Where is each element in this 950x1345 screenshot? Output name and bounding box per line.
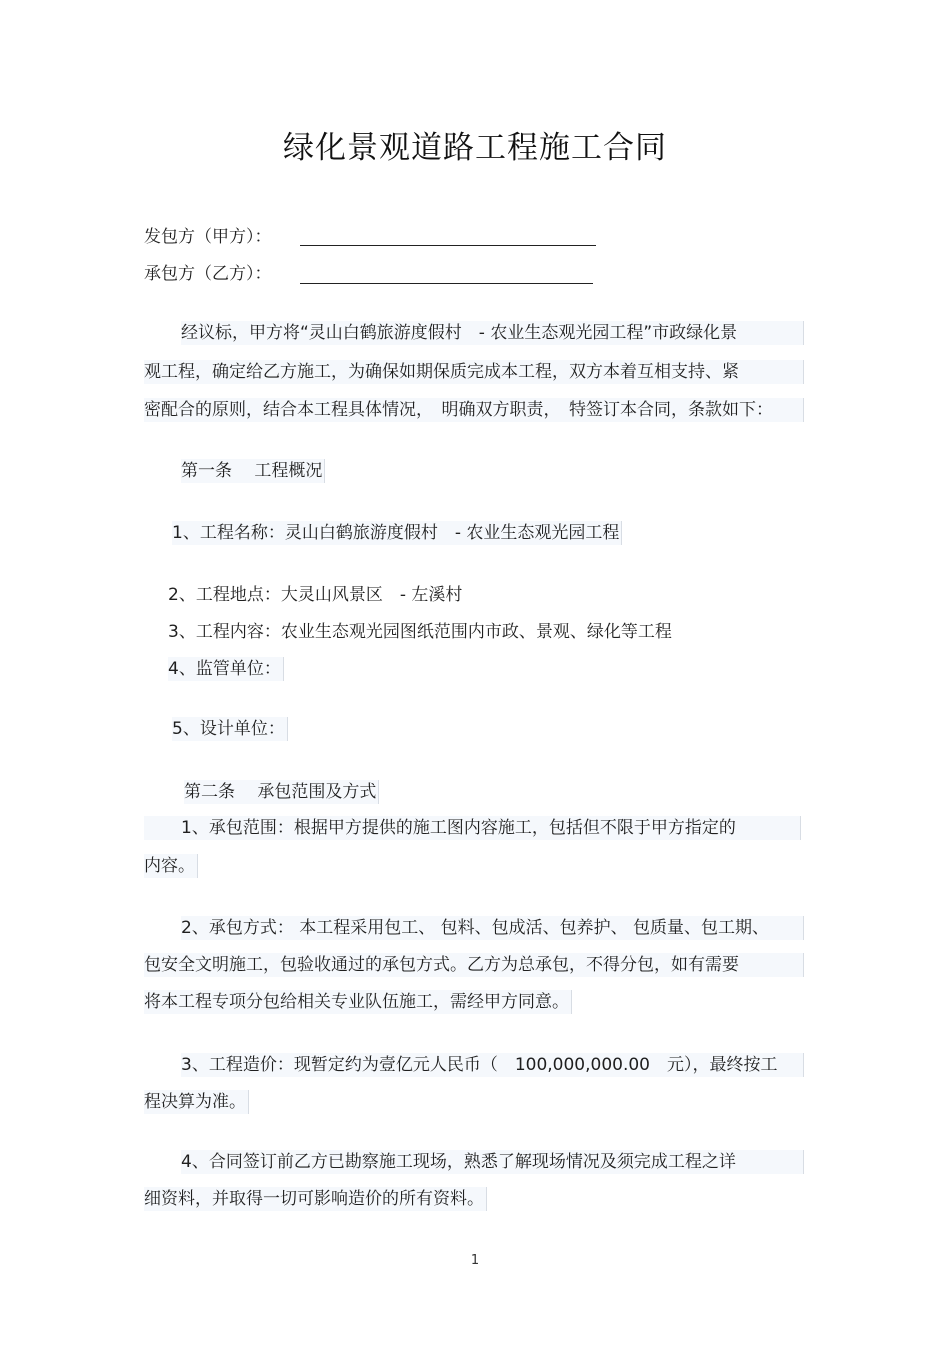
article-2-item-1-line-2: 内容。	[144, 854, 198, 878]
contract-title: 绿化景观道路工程施工合同	[283, 130, 667, 166]
preamble-line-1: 经议标，甲方将“灵山白鹤旅游度假村 - 农业生态观光园工程”市政绿化景	[181, 321, 804, 345]
article-1-item-supervisor: 4、监管单位：	[168, 657, 284, 681]
article-2-item-1-line-1: 1、承包范围：根据甲方提供的施工图内容施工，包括但不限于甲方指定的	[144, 816, 801, 840]
article-2-item-3-line-2: 程决算为准。	[144, 1090, 249, 1114]
article-1-heading: 第一条 工程概况	[181, 459, 325, 483]
party-a-label: 发包方（甲方）：	[144, 227, 272, 247]
article-2-item-2-line-1: 2、承包方式： 本工程采用包工、 包料、包成活、包养护、 包质量、包工期、	[181, 916, 804, 940]
article-1-item-content: 3、工程内容：农业生态观光园图纸范围内市政、景观、绿化等工程	[168, 622, 672, 642]
party-b-blank-line	[300, 282, 593, 284]
article-2-item-2-line-2: 包安全文明施工，包验收通过的承包方式。乙方为总承包，不得分包，如有需要	[144, 953, 804, 977]
preamble-line-2: 观工程，确定给乙方施工，为确保如期保质完成本工程，双方本着互相支持、紧	[144, 360, 804, 384]
article-2-item-4-line-1: 4、合同签订前乙方已勘察施工现场，熟悉了解现场情况及须完成工程之详	[181, 1150, 804, 1174]
article-2-heading: 第二条 承包范围及方式	[184, 780, 379, 804]
article-2-item-4-line-2: 细资料，并取得一切可影响造价的所有资料。	[144, 1187, 487, 1211]
page-number: 1	[470, 1253, 480, 1268]
article-1-item-designer: 5、设计单位：	[172, 717, 288, 741]
article-1-item-project-name: 1、工程名称：灵山白鹤旅游度假村 - 农业生态观光园工程	[172, 521, 622, 545]
preamble-line-3: 密配合的原则，结合本工程具体情况， 明确双方职责， 特签订本合同，条款如下：	[144, 398, 804, 422]
article-2-item-2-line-3: 将本工程专项分包给相关专业队伍施工，需经甲方同意。	[144, 990, 572, 1014]
article-2-item-3-line-1: 3、工程造价：现暂定约为壹亿元人民币（ 100,000,000.00 元），最终按工	[181, 1053, 804, 1077]
article-1-item-location: 2、工程地点：大灵山风景区 - 左溪村	[168, 585, 463, 605]
party-a-blank-line	[300, 244, 596, 246]
party-b-label: 承包方（乙方）：	[144, 264, 272, 284]
